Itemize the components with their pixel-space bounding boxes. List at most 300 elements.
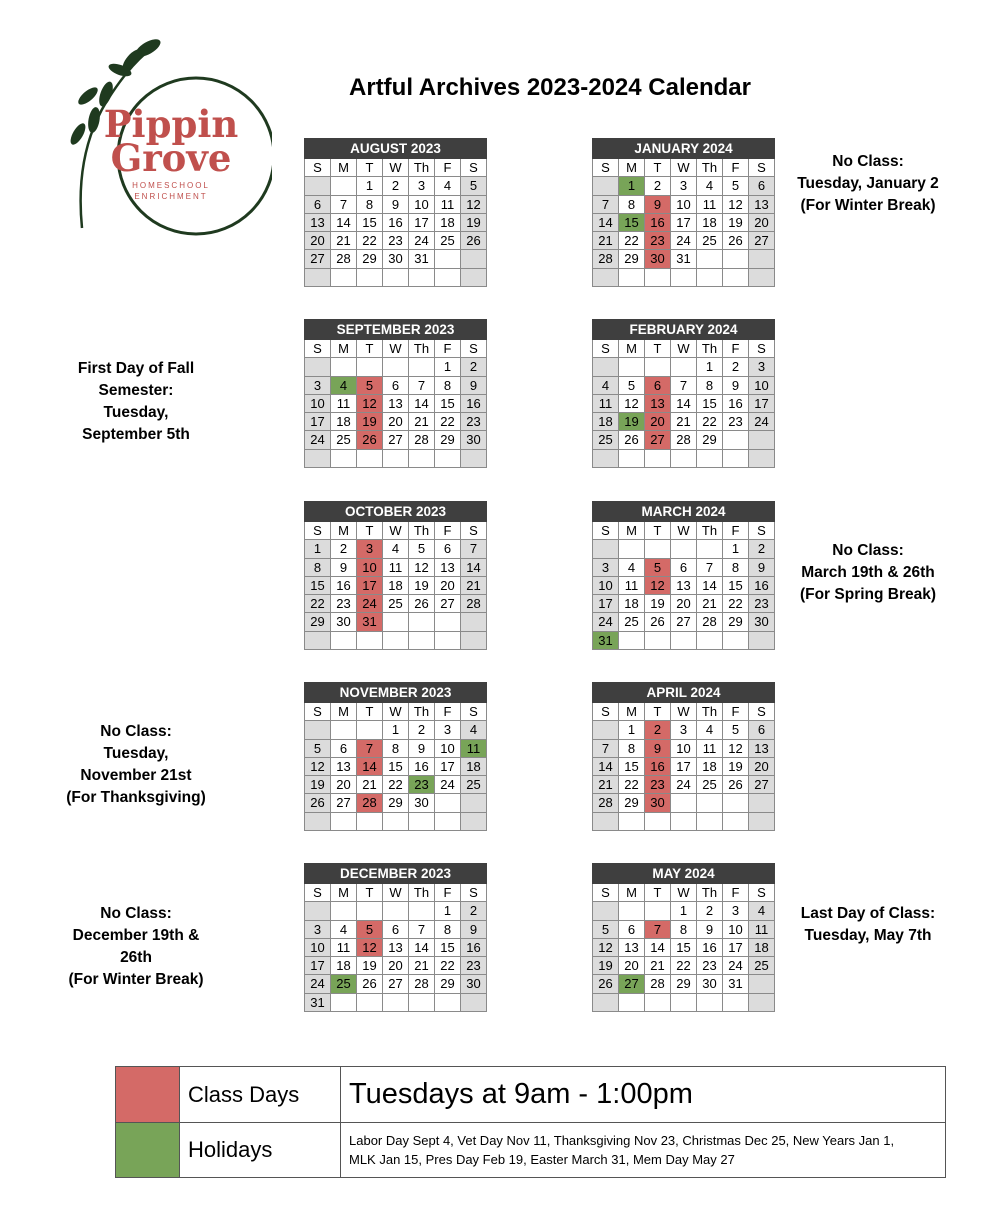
- empty-day-cell: [435, 250, 461, 268]
- day-cell: 17: [671, 213, 697, 231]
- empty-day-cell: [593, 358, 619, 376]
- day-cell: 26: [593, 975, 619, 993]
- day-cell: 12: [619, 394, 645, 412]
- weekday-header: Th: [409, 340, 435, 358]
- weekday-header: T: [357, 340, 383, 358]
- day-cell: 26: [357, 431, 383, 449]
- day-cell: 17: [723, 938, 749, 956]
- empty-day-cell: [671, 794, 697, 812]
- empty-day-cell: [697, 449, 723, 467]
- day-cell: 15: [383, 757, 409, 775]
- empty-day-cell: [331, 449, 357, 467]
- empty-day-cell: [749, 431, 775, 449]
- day-cell: 4: [331, 920, 357, 938]
- empty-day-cell: [619, 268, 645, 286]
- empty-day-cell: [409, 358, 435, 376]
- empty-day-cell: [383, 268, 409, 286]
- empty-day-cell: [357, 902, 383, 920]
- day-cell: 16: [697, 938, 723, 956]
- day-cell: 22: [697, 413, 723, 431]
- day-cell: 19: [357, 413, 383, 431]
- day-cell: 11: [331, 394, 357, 412]
- day-cell: 28: [697, 613, 723, 631]
- day-cell: 20: [645, 413, 671, 431]
- weekday-header: S: [749, 159, 775, 177]
- day-cell: 19: [357, 957, 383, 975]
- empty-day-cell: [723, 812, 749, 830]
- day-cell: 17: [435, 757, 461, 775]
- empty-day-cell: [331, 902, 357, 920]
- empty-day-cell: [331, 993, 357, 1011]
- day-cell: 17: [305, 413, 331, 431]
- note-last-day: Last Day of Class: Tuesday, May 7th: [800, 905, 936, 944]
- day-cell: 20: [383, 413, 409, 431]
- empty-day-cell: [645, 993, 671, 1011]
- empty-day-cell: [409, 449, 435, 467]
- empty-day-cell: [723, 794, 749, 812]
- weekday-header: S: [305, 522, 331, 540]
- day-cell: 13: [749, 739, 775, 757]
- day-cell: 3: [671, 177, 697, 195]
- empty-day-cell: [409, 812, 435, 830]
- day-cell: 15: [435, 938, 461, 956]
- day-cell: 3: [409, 177, 435, 195]
- day-cell: 13: [749, 195, 775, 213]
- day-cell: 8: [671, 920, 697, 938]
- empty-day-cell: [357, 631, 383, 649]
- logo-sub-line2: ENRICHMENT: [134, 192, 208, 201]
- empty-day-cell: [593, 721, 619, 739]
- day-cell: 20: [305, 232, 331, 250]
- day-cell: 8: [697, 376, 723, 394]
- day-cell: 11: [697, 195, 723, 213]
- day-cell: 9: [461, 920, 487, 938]
- day-cell: 14: [645, 938, 671, 956]
- day-cell: 26: [619, 431, 645, 449]
- day-cell: 2: [461, 902, 487, 920]
- day-cell: 24: [593, 613, 619, 631]
- day-cell: 14: [409, 938, 435, 956]
- empty-day-cell: [749, 993, 775, 1011]
- weekday-header: Th: [697, 340, 723, 358]
- empty-day-cell: [331, 358, 357, 376]
- calendar-october-2023: [304, 501, 487, 650]
- day-cell: 11: [461, 739, 487, 757]
- day-cell: 28: [671, 431, 697, 449]
- day-cell: 26: [723, 232, 749, 250]
- empty-day-cell: [645, 902, 671, 920]
- day-cell: 13: [331, 757, 357, 775]
- day-cell: 4: [331, 376, 357, 394]
- weekday-header: S: [593, 522, 619, 540]
- day-cell: 29: [619, 250, 645, 268]
- empty-day-cell: [723, 431, 749, 449]
- day-cell: 28: [409, 975, 435, 993]
- day-cell: 6: [671, 558, 697, 576]
- day-cell: 10: [593, 576, 619, 594]
- day-cell: 10: [435, 739, 461, 757]
- day-cell: 27: [305, 250, 331, 268]
- empty-day-cell: [461, 268, 487, 286]
- day-cell: 29: [697, 431, 723, 449]
- day-cell: 17: [749, 394, 775, 412]
- day-cell: 8: [723, 558, 749, 576]
- weekday-header: T: [645, 340, 671, 358]
- day-cell: 15: [723, 576, 749, 594]
- day-cell: 23: [383, 232, 409, 250]
- empty-day-cell: [357, 358, 383, 376]
- day-cell: 28: [357, 794, 383, 812]
- day-cell: 24: [305, 431, 331, 449]
- weekday-header: S: [749, 703, 775, 721]
- weekday-header: T: [645, 703, 671, 721]
- weekday-header: Th: [697, 522, 723, 540]
- empty-day-cell: [749, 268, 775, 286]
- day-cell: 2: [331, 540, 357, 558]
- day-cell: 16: [461, 394, 487, 412]
- weekday-header: S: [461, 522, 487, 540]
- empty-day-cell: [593, 902, 619, 920]
- month-header: MARCH 2024: [593, 502, 775, 522]
- day-cell: 29: [305, 613, 331, 631]
- day-cell: 18: [331, 413, 357, 431]
- weekday-header: T: [357, 522, 383, 540]
- day-cell: 1: [383, 721, 409, 739]
- day-cell: 23: [331, 595, 357, 613]
- day-cell: 19: [461, 213, 487, 231]
- day-cell: 21: [409, 957, 435, 975]
- day-cell: 8: [383, 739, 409, 757]
- weekday-header: W: [671, 884, 697, 902]
- day-cell: 16: [723, 394, 749, 412]
- day-cell: 21: [645, 957, 671, 975]
- class-days-description: Tuesdays at 9am - 1:00pm: [341, 1067, 946, 1123]
- day-cell: 3: [305, 376, 331, 394]
- day-cell: 24: [749, 413, 775, 431]
- day-cell: 20: [331, 776, 357, 794]
- weekday-header: F: [435, 703, 461, 721]
- day-cell: 25: [331, 431, 357, 449]
- logo-name-line2: Grove: [110, 136, 232, 180]
- day-cell: 18: [697, 213, 723, 231]
- day-cell: 5: [357, 376, 383, 394]
- empty-day-cell: [435, 794, 461, 812]
- weekday-header: F: [723, 703, 749, 721]
- day-cell: 6: [435, 540, 461, 558]
- weekday-header: T: [357, 159, 383, 177]
- weekday-header: W: [383, 340, 409, 358]
- day-cell: 27: [619, 975, 645, 993]
- weekday-header: S: [305, 159, 331, 177]
- day-cell: 19: [619, 413, 645, 431]
- day-cell: 30: [697, 975, 723, 993]
- day-cell: 29: [671, 975, 697, 993]
- day-cell: 27: [435, 595, 461, 613]
- day-cell: 23: [409, 776, 435, 794]
- empty-day-cell: [305, 902, 331, 920]
- day-cell: 18: [383, 576, 409, 594]
- empty-day-cell: [671, 449, 697, 467]
- day-cell: 25: [749, 957, 775, 975]
- day-cell: 17: [671, 757, 697, 775]
- day-cell: 4: [435, 177, 461, 195]
- empty-day-cell: [723, 250, 749, 268]
- weekday-header: S: [749, 884, 775, 902]
- empty-day-cell: [645, 268, 671, 286]
- empty-day-cell: [593, 268, 619, 286]
- empty-day-cell: [409, 268, 435, 286]
- day-cell: 16: [383, 213, 409, 231]
- weekday-header: S: [593, 703, 619, 721]
- day-cell: 3: [671, 721, 697, 739]
- empty-day-cell: [593, 812, 619, 830]
- empty-day-cell: [409, 631, 435, 649]
- month-header: JANUARY 2024: [593, 139, 775, 159]
- empty-day-cell: [671, 631, 697, 649]
- day-cell: 20: [383, 957, 409, 975]
- empty-day-cell: [305, 268, 331, 286]
- day-cell: 19: [305, 776, 331, 794]
- weekday-header: W: [671, 340, 697, 358]
- weekday-header: Th: [697, 884, 723, 902]
- weekday-header: F: [723, 884, 749, 902]
- day-cell: 25: [619, 613, 645, 631]
- day-cell: 2: [645, 177, 671, 195]
- holidays-description: Labor Day Sept 4, Vet Day Nov 11, Thanksgiving Nov 23, Christmas Dec 25, New Years Jan 1, MLK Jan 15, Pres Day Feb 19, Easter March 31, Mem Day May 27: [341, 1123, 946, 1178]
- day-cell: 16: [331, 576, 357, 594]
- logo-name-line1: Pippin: [103, 102, 239, 146]
- day-cell: 18: [331, 957, 357, 975]
- empty-day-cell: [435, 613, 461, 631]
- day-cell: 7: [697, 558, 723, 576]
- day-cell: 1: [723, 540, 749, 558]
- calendar-september-2023: [304, 319, 487, 468]
- legend-table: [115, 1066, 946, 1178]
- day-cell: 13: [671, 576, 697, 594]
- day-cell: 4: [697, 721, 723, 739]
- empty-day-cell: [409, 993, 435, 1011]
- day-cell: 17: [305, 957, 331, 975]
- day-cell: 6: [383, 920, 409, 938]
- empty-day-cell: [383, 812, 409, 830]
- day-cell: 26: [357, 975, 383, 993]
- day-cell: 25: [435, 232, 461, 250]
- calendar-february-2024: [592, 319, 775, 468]
- empty-day-cell: [671, 358, 697, 376]
- weekday-header: W: [383, 703, 409, 721]
- day-cell: 12: [357, 394, 383, 412]
- day-cell: 10: [723, 920, 749, 938]
- day-cell: 15: [671, 938, 697, 956]
- day-cell: 31: [305, 993, 331, 1011]
- day-cell: 23: [697, 957, 723, 975]
- day-cell: 5: [645, 558, 671, 576]
- empty-day-cell: [383, 993, 409, 1011]
- day-cell: 19: [593, 957, 619, 975]
- day-cell: 27: [383, 431, 409, 449]
- day-cell: 23: [645, 776, 671, 794]
- day-cell: 15: [305, 576, 331, 594]
- day-cell: 30: [461, 431, 487, 449]
- day-cell: 22: [619, 232, 645, 250]
- day-cell: 20: [749, 757, 775, 775]
- empty-day-cell: [749, 975, 775, 993]
- empty-day-cell: [593, 540, 619, 558]
- weekday-header: S: [749, 522, 775, 540]
- day-cell: 20: [435, 576, 461, 594]
- day-cell: 6: [749, 721, 775, 739]
- day-cell: 20: [619, 957, 645, 975]
- weekday-header: F: [435, 884, 461, 902]
- day-cell: 6: [645, 376, 671, 394]
- day-cell: 7: [357, 739, 383, 757]
- day-cell: 14: [593, 757, 619, 775]
- empty-day-cell: [331, 177, 357, 195]
- logo-sub-line1: HOMESCHOOL: [132, 181, 210, 190]
- weekday-header: S: [749, 340, 775, 358]
- empty-day-cell: [723, 631, 749, 649]
- day-cell: 30: [749, 613, 775, 631]
- class-days-label: Class Days: [180, 1067, 341, 1123]
- day-cell: 27: [671, 613, 697, 631]
- empty-day-cell: [461, 250, 487, 268]
- day-cell: 14: [697, 576, 723, 594]
- day-cell: 12: [723, 739, 749, 757]
- day-cell: 28: [461, 595, 487, 613]
- day-cell: 11: [619, 576, 645, 594]
- day-cell: 31: [723, 975, 749, 993]
- empty-day-cell: [305, 177, 331, 195]
- empty-day-cell: [461, 812, 487, 830]
- day-cell: 17: [357, 576, 383, 594]
- day-cell: 9: [331, 558, 357, 576]
- empty-day-cell: [671, 268, 697, 286]
- day-cell: 30: [461, 975, 487, 993]
- weekday-header: S: [461, 159, 487, 177]
- empty-day-cell: [409, 613, 435, 631]
- day-cell: 10: [305, 394, 331, 412]
- weekday-header: M: [619, 522, 645, 540]
- weekday-header: M: [619, 884, 645, 902]
- empty-day-cell: [749, 449, 775, 467]
- empty-day-cell: [671, 812, 697, 830]
- day-cell: 24: [671, 776, 697, 794]
- empty-day-cell: [619, 812, 645, 830]
- day-cell: 17: [409, 213, 435, 231]
- page-title: Artful Archives 2023-2024 Calendar: [349, 74, 751, 101]
- day-cell: 7: [409, 920, 435, 938]
- weekday-header: S: [305, 340, 331, 358]
- day-cell: 28: [593, 794, 619, 812]
- day-cell: 9: [645, 739, 671, 757]
- day-cell: 22: [435, 957, 461, 975]
- day-cell: 25: [461, 776, 487, 794]
- day-cell: 14: [671, 394, 697, 412]
- day-cell: 22: [723, 595, 749, 613]
- day-cell: 23: [723, 413, 749, 431]
- day-cell: 4: [383, 540, 409, 558]
- day-cell: 21: [593, 776, 619, 794]
- empty-day-cell: [749, 631, 775, 649]
- day-cell: 1: [619, 721, 645, 739]
- day-cell: 8: [435, 920, 461, 938]
- day-cell: 6: [749, 177, 775, 195]
- day-cell: 21: [331, 232, 357, 250]
- day-cell: 9: [409, 739, 435, 757]
- empty-day-cell: [331, 268, 357, 286]
- weekday-header: T: [645, 159, 671, 177]
- empty-day-cell: [645, 358, 671, 376]
- day-cell: 25: [331, 975, 357, 993]
- day-cell: 10: [749, 376, 775, 394]
- day-cell: 19: [645, 595, 671, 613]
- day-cell: 12: [461, 195, 487, 213]
- month-header: DECEMBER 2023: [305, 864, 487, 884]
- month-header: AUGUST 2023: [305, 139, 487, 159]
- day-cell: 1: [357, 177, 383, 195]
- empty-day-cell: [409, 902, 435, 920]
- day-cell: 7: [593, 195, 619, 213]
- day-cell: 18: [593, 413, 619, 431]
- day-cell: 14: [461, 558, 487, 576]
- empty-day-cell: [697, 993, 723, 1011]
- day-cell: 1: [435, 902, 461, 920]
- month-header: OCTOBER 2023: [305, 502, 487, 522]
- weekday-header: F: [723, 159, 749, 177]
- empty-day-cell: [749, 794, 775, 812]
- day-cell: 6: [331, 739, 357, 757]
- day-cell: 25: [383, 595, 409, 613]
- day-cell: 7: [409, 376, 435, 394]
- empty-day-cell: [645, 631, 671, 649]
- empty-day-cell: [461, 794, 487, 812]
- weekday-header: F: [435, 159, 461, 177]
- day-cell: 3: [435, 721, 461, 739]
- day-cell: 13: [305, 213, 331, 231]
- weekday-header: M: [331, 703, 357, 721]
- day-cell: 21: [671, 413, 697, 431]
- day-cell: 13: [383, 938, 409, 956]
- empty-day-cell: [357, 449, 383, 467]
- empty-day-cell: [435, 812, 461, 830]
- empty-day-cell: [357, 268, 383, 286]
- day-cell: 21: [357, 776, 383, 794]
- day-cell: 9: [645, 195, 671, 213]
- day-cell: 27: [383, 975, 409, 993]
- empty-day-cell: [435, 993, 461, 1011]
- empty-day-cell: [305, 812, 331, 830]
- empty-day-cell: [331, 812, 357, 830]
- day-cell: 27: [331, 794, 357, 812]
- day-cell: 12: [409, 558, 435, 576]
- day-cell: 11: [383, 558, 409, 576]
- weekday-header: F: [723, 340, 749, 358]
- day-cell: 28: [409, 431, 435, 449]
- day-cell: 19: [723, 213, 749, 231]
- weekday-header: S: [461, 703, 487, 721]
- holidays-label: Holidays: [180, 1123, 341, 1178]
- note-thanksgiving: No Class: Tuesday, November 21st (For Thanksgiving): [66, 723, 206, 806]
- day-cell: 21: [697, 595, 723, 613]
- day-cell: 22: [383, 776, 409, 794]
- empty-day-cell: [435, 449, 461, 467]
- day-cell: 18: [697, 757, 723, 775]
- day-cell: 13: [383, 394, 409, 412]
- day-cell: 6: [305, 195, 331, 213]
- empty-day-cell: [383, 631, 409, 649]
- empty-day-cell: [671, 540, 697, 558]
- day-cell: 29: [435, 431, 461, 449]
